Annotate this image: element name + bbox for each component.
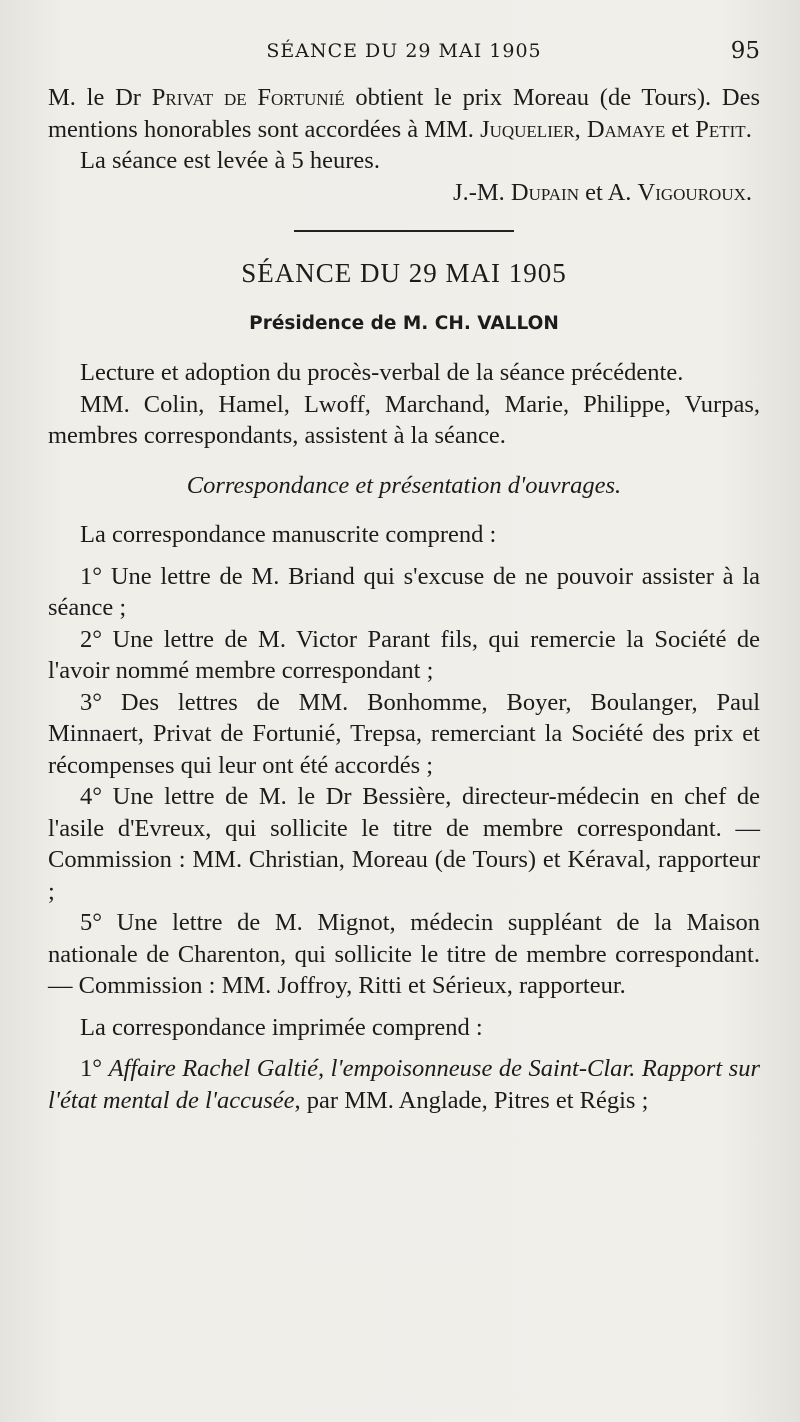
- running-head-text: SÉANCE DU 29 MAI 1905: [266, 40, 542, 62]
- list-item: 4° Une lettre de M. le Dr Bessière, directeur-médecin en chef de l'asile d'Evreux, qui sollicite le titre de membre correspondant. — Commission : MM. Christian, Moreau (de Tours) et Kéraval, rapporteur ;: [48, 783, 760, 905]
- signature-name-2: Vigouroux: [637, 178, 746, 206]
- list-item: 5° Une lettre de M. Mignot, médecin suppléant de la Maison nationale de Charenton, qui sollicite le titre de membre correspondant. — Commission : MM. Joffroy, Ritti et Sérieux, rapporteur.: [48, 909, 760, 999]
- award-text-3: et: [665, 115, 696, 143]
- award-paragraph: [48, 82, 760, 145]
- award-text-1: M. le Dr: [48, 84, 152, 111]
- list-item: 1° Une lettre de M. Briand qui s'excuse de ne pouvoir assister à la séance ;: [48, 562, 760, 621]
- running-head: [48, 38, 760, 63]
- page-body: [48, 82, 760, 1116]
- signature-text-1: J.-M.: [453, 178, 511, 206]
- printed-intro: La correspondance imprimée comprend :: [80, 1013, 483, 1041]
- closing-paragraph: La séance est levée à 5 heures.: [80, 147, 380, 174]
- list-item: 3° Des lettres de MM. Bonhomme, Boyer, Boulanger, Paul Minnaert, Privat de Fortunié, Trepsa, remerciant la Société des prix et récompenses qui leur ont été accordés ;: [48, 688, 760, 779]
- printed-item-number: 1°: [80, 1055, 109, 1082]
- section-divider: [294, 230, 514, 232]
- printed-list-item: [48, 1053, 760, 1116]
- manuscript-intro: La correspondance manuscrite comprend :: [80, 521, 497, 548]
- list-item: 2° Une lettre de M. Victor Parant fils, qui remercie la Société de l'avoir nommé membre correspondant ;: [48, 625, 760, 684]
- page-header: [48, 38, 760, 70]
- spacer: [48, 1002, 760, 1012]
- page-number: 95: [730, 38, 760, 64]
- signature: [48, 177, 760, 209]
- award-name-3: Petit: [695, 115, 746, 143]
- section-title: SÉANCE DU 29 MAI 1905: [241, 258, 567, 288]
- signature-text-3: .: [745, 178, 752, 206]
- spacer: [48, 1043, 760, 1053]
- members-paragraph: MM. Colin, Hamel, Lwoff, Marchand, Marie, Philippe, Vurpas, membres correspondants, assistent à la séance.: [48, 390, 760, 449]
- award-text-2: obtient le prix Moreau (de Tours). Des mentions honorables sont accordées à MM.: [48, 84, 760, 143]
- award-text-4: .: [745, 115, 752, 143]
- lecture-paragraph: Lecture et adoption du procès-verbal de la séance précédente.: [80, 359, 684, 386]
- award-names-2: Juquelier, Damaye: [480, 115, 666, 143]
- signature-name-1: Dupain: [510, 178, 579, 206]
- printed-item-authors: , par MM. Anglade, Pitres et Régis ;: [294, 1086, 649, 1114]
- correspondence-subheading: Correspondance et présentation d'ouvrages.: [186, 471, 622, 499]
- printed-item-title: Affaire Rachel Galtié, l'empoisonneuse de Saint-Clar. Rapport sur l'état mental de l'accusée: [48, 1055, 760, 1114]
- spacer: [48, 551, 760, 561]
- signature-text-2: et A.: [578, 178, 638, 206]
- presidence-line: Présidence de M. CH. VALLON: [249, 312, 559, 334]
- award-name-1: Privat de Fortunié: [151, 84, 345, 111]
